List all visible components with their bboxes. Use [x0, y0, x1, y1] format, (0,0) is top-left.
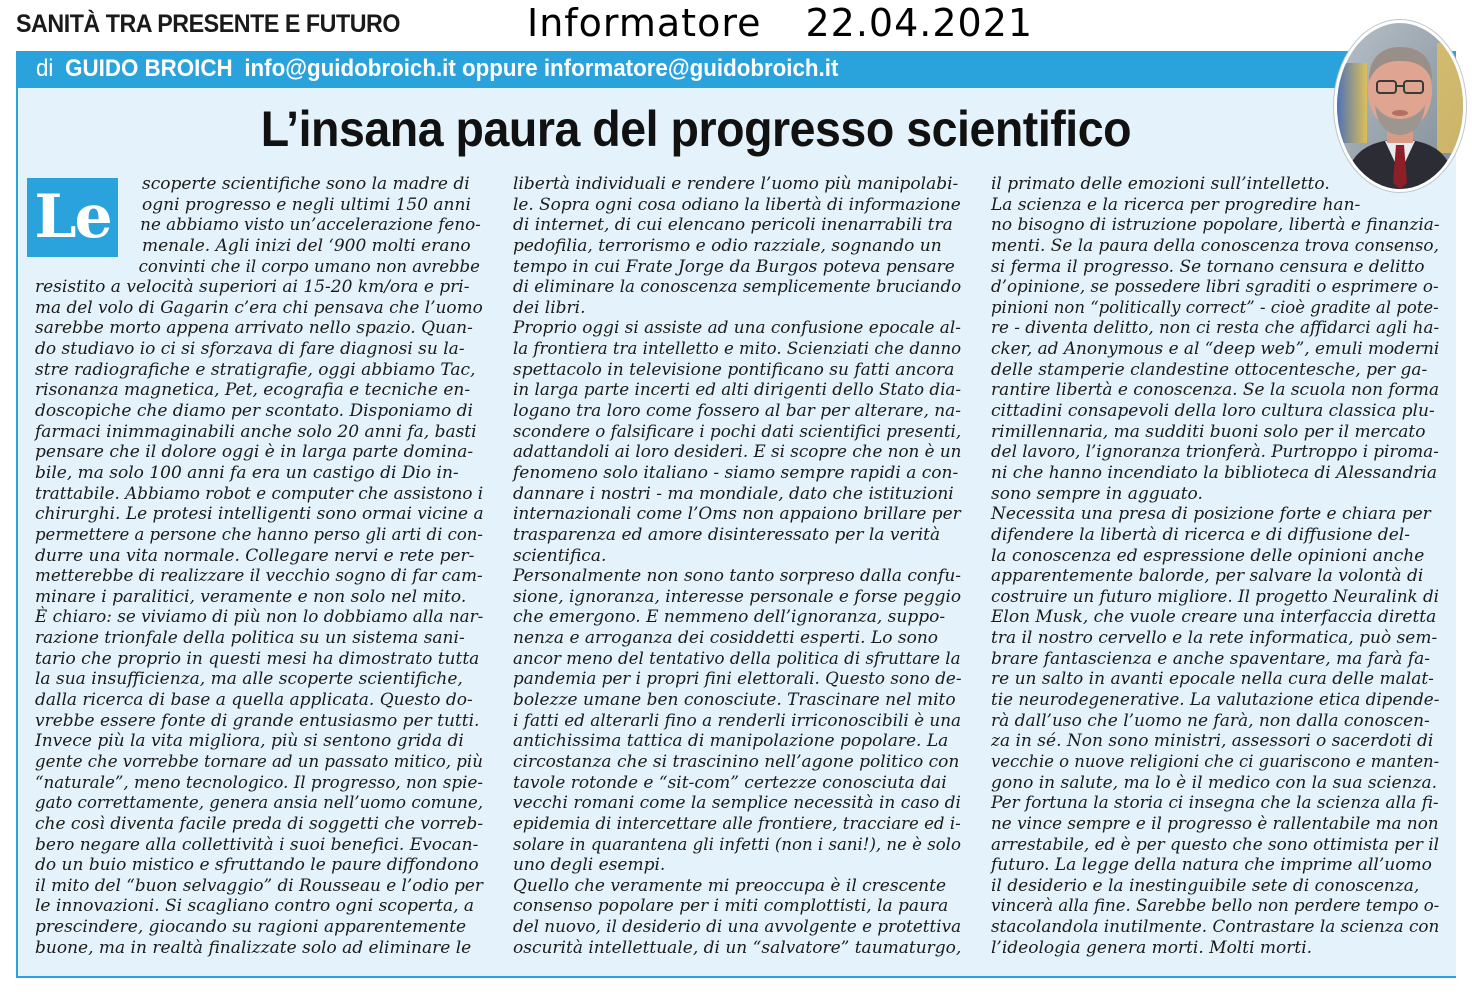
article-line: brare fantascienza e anche spaventare, ma farà fa- — [991, 648, 1430, 669]
article-line: scondere o falsificare i pochi dati scientifici presenti, — [513, 421, 962, 442]
article-line: vecchi romani come la semplice necessità in caso di — [513, 793, 961, 814]
article-line: logano tra loro come fossero al bar per alterare, na- — [513, 401, 962, 422]
article-line: tra il nostro cervello e la rete informatica, può sem- — [991, 628, 1438, 649]
article-line: za in sé. Non sono ministri, assessori o sacerdoti di — [991, 731, 1434, 752]
article-line: ancor meno del tentativo della politica di sfruttare la — [513, 648, 961, 669]
article-line: prescindere, giocando su ragioni apparentemente — [35, 917, 467, 938]
article-line: convinti che il corpo umano non avrebbe — [138, 256, 480, 277]
article-line: Invece più la vita migliora, più si sentono grida di — [35, 731, 464, 752]
article-column-3 — [991, 174, 1439, 958]
article-line: tavole rotonde e “sit-com” certezze conosciuta dai — [513, 772, 947, 793]
article-line: bolezze umane ben conosciute. Trascinare nel mito — [513, 690, 956, 711]
article-line: pandemia per i propri fini elettorali. Questo sono de- — [513, 669, 962, 690]
article-line: ne abbiamo visto un’accelerazione feno- — [140, 215, 481, 236]
article-line: ogni progresso e negli ultimi 150 anni — [142, 194, 471, 215]
article-line: Personalmente non sono tanto sorpreso dalla confu- — [513, 566, 961, 587]
article-headline — [0, 100, 1472, 158]
section-rubric: SANITÀ TRA PRESENTE E FUTURO — [16, 10, 400, 38]
article-line: rà dall’uso che l’uomo ne farà, non dalla conoscen- — [991, 710, 1430, 731]
article-line: ni che hanno incendiato la biblioteca di Alessandria — [991, 462, 1438, 483]
article-line: sione, ignoranza, interesse personale e forse peggio — [513, 586, 962, 607]
publication-stamp — [527, 1, 1033, 45]
article-line: nenza e arroganza dei cosiddetti esperti. Lo sono — [513, 628, 939, 649]
article-line: consenso popolare per i miti complottisti, la paura — [513, 896, 949, 917]
article-line: cittadini consapevoli della loro cultura classica plu- — [991, 401, 1435, 422]
article-line: difendere la libertà di ricerca e di diffusione del- — [991, 524, 1410, 545]
article-line: ne vince sempre e il progresso è rallentabile ma non — [991, 813, 1439, 834]
article-line: menale. Agli inizi del ‘900 molti erano — [142, 235, 471, 256]
article-line: chirurghi. Le protesi intelligenti sono ormai vicine a — [35, 504, 484, 525]
article-line: il primato delle emozioni sull’intelletto. — [991, 174, 1330, 194]
article-line: gente che vorrebbe tornare ad un passato mitico, più — [35, 751, 483, 772]
article-line: pinioni non “politically correct” - cioè gradite al pote- — [991, 297, 1439, 318]
article-line: menti. Se la paura della conoscenza trova consenso, — [991, 235, 1439, 256]
article-line: tie neurodegenerative. La valutazione etica dipende- — [991, 690, 1440, 711]
article-line: resistito a velocità superiori ai 15-20 km/ora e pri- — [35, 277, 470, 298]
article-line: razione trionfale della politica su un sistema sani- — [35, 628, 465, 649]
article-line: epidemia di intercettare alle frontiere, tracciare ed i- — [513, 813, 961, 834]
article-line: del lavoro, l’ignoranza trionferà. Purtroppo i piroma- — [991, 442, 1439, 463]
byline-prefix: di — [36, 55, 54, 82]
article-line: d’opinione, se possedere libri sgraditi o esprimere o- — [991, 277, 1439, 298]
byline-contacts: info@guidobroich.it oppure informatore@guidobroich.it — [244, 55, 839, 82]
article-line: gato correttamente, genera ansia nell’uomo comune, — [35, 793, 483, 814]
article-line: dei libri. — [513, 297, 586, 318]
article-line: solare in quarantena gli infetti (non i sani!), ne è solo — [513, 834, 961, 855]
article-line: apparentemente balorde, per salvare la volontà di — [991, 566, 1424, 587]
article-line: stre radiografiche e stratigrafie, oggi abbiamo Tac, — [35, 359, 476, 380]
article-line: vincerà alla fine. Sarebbe bello non perdere tempo o- — [991, 896, 1440, 917]
article-line: che così diventa facile preda di soggetti che vorreb- — [35, 813, 484, 834]
byline-bar — [16, 51, 1456, 88]
article-line: Necessita una presa di posizione forte e chiara per — [991, 504, 1431, 525]
article-line: oscurità intellettuale, di un “salvatore” taumaturgo, — [513, 937, 962, 958]
article-line: pedofilia, terrorismo e odio razziale, sognando un — [513, 235, 942, 256]
article-line: uno degli esempi. — [513, 855, 666, 876]
article-line: rimillennaria, ma sudditi buoni solo per il mercato — [991, 421, 1426, 442]
article-column-1 — [35, 174, 483, 958]
article-line: bero negare alla collettività i suoi benefici. Evocan- — [35, 834, 479, 855]
article-line: trasparenza ed amore disinteressato per la verità — [513, 524, 941, 545]
article-line: “naturale”, meno tecnologico. Il progresso, non spie- — [35, 772, 483, 793]
article-line: trattabile. Abbiamo robot e computer che assistono i — [35, 483, 484, 504]
article-line: la sua insufficienza, ma alle scoperte scientifiche, — [35, 669, 463, 690]
article-line: dalla ricerca di base a quella applicata. Questo do- — [35, 690, 473, 711]
article-line: La scienza e la ricerca per progredire han- — [991, 194, 1361, 215]
article-line: sarebbe morto appena arrivato nello spazio. Quan- — [35, 318, 473, 339]
article-line: spettacolo in televisione pontificano su fatti ancora — [513, 359, 955, 380]
article-line: risonanza magnetica, Pet, ecografia e tecniche en- — [35, 380, 471, 401]
article-line: minare i paralitici, veramente e non solo nel mito. — [35, 586, 467, 607]
article-line: cker, ad Anonymous e al “deep web”, emuli moderni — [991, 339, 1440, 360]
article-line: il desiderio e la inestinguibile sete di conoscenza, — [991, 875, 1420, 896]
drop-cap: Le — [27, 178, 118, 257]
article-line: futuro. La legge della natura che imprime all’uomo — [991, 855, 1432, 876]
article-line: bile, ma solo 100 anni fa era un castigo di Dio in- — [35, 462, 459, 483]
article-line: libertà individuali e rendere l’uomo più manipolabi- — [513, 174, 959, 194]
article-line: che emergono. E nemmeno dell’ignoranza, suppo- — [513, 607, 946, 628]
article-line: Per fortuna la storia ci insegna che la scienza alla fi- — [991, 793, 1439, 814]
article-line: dannare i nostri - ma mondiale, dato che istituzioni — [513, 483, 954, 504]
article-line: Proprio oggi si assiste ad una confusione epocale al- — [513, 318, 961, 339]
article-line: sono sempre in agguato. — [991, 483, 1203, 504]
article-line: circostanza che si trascinino nell’agone politico con — [513, 751, 960, 772]
article-line: di internet, di cui elencano pericoli inenarrabili tra — [513, 215, 953, 236]
article-line: pensare che il dolore oggi è in larga parte domina- — [35, 442, 474, 463]
article-line: delle stamperie clandestine ottocentesche, per ga- — [991, 359, 1428, 380]
article-line: metterebbe di realizzare il vecchio sogno di far cam- — [35, 566, 483, 587]
article-line: la conoscenza ed espressione delle opinioni anche — [991, 545, 1425, 566]
article-line: ma del volo di Gagarin c’era chi pensava che l’uomo — [35, 297, 483, 318]
article-line: stacolandola inutilmente. Contrastare la scienza con — [991, 917, 1440, 938]
article-line: in larga parte incerti ed alti dirigenti dello Stato dia- — [513, 380, 962, 401]
article-line: la frontiera tra intelletto e mito. Scienziati che danno — [513, 339, 962, 360]
article-line: rantire libertà e conoscenza. Se la scuola non forma — [991, 380, 1440, 401]
publication-name: Informatore — [527, 1, 762, 45]
byline-author: GUIDO BROICH — [65, 55, 233, 82]
article-line: doscopiche che diamo per scontato. Disponiamo di — [35, 401, 473, 422]
article-line: vrebbe essere fonte di grande entusiasmo per tutti. — [35, 710, 480, 731]
article-line: tario che proprio in questi mesi ha dimostrato tutta — [35, 648, 480, 669]
article-line: scientifica. — [513, 545, 607, 566]
article-line: tempo in cui Frate Jorge da Burgos poteva pensare — [513, 256, 955, 277]
article-line: Quello che veramente mi preoccupa è il crescente — [513, 875, 947, 896]
article-line: fenomeno solo italiano - siamo sempre rapidi a con- — [513, 462, 959, 483]
article-line: di eliminare la conoscenza semplicemente bruciando — [513, 277, 962, 298]
article-line: farmaci inimmaginabili anche solo 20 anni fa, basti — [35, 421, 477, 442]
article-line: re un salto in avanti epocale nella cura delle malat- — [991, 669, 1434, 690]
article-line: vecchie o nuove religioni che ci guariscono e manten- — [991, 751, 1440, 772]
article-line: del nuovo, il desiderio di una avvolgente e protettiva — [513, 917, 962, 938]
article-line: antichissima tattica di manipolazione popolare. La — [513, 731, 949, 752]
article-line: le innovazioni. Si scagliano contro ogni scoperta, a — [35, 896, 475, 917]
article-line: il mito del “buon selvaggio” di Rousseau e l’odio per — [35, 875, 483, 896]
article-line: costruire un futuro migliore. Il progetto Neuralink di — [991, 586, 1439, 607]
article-column-2 — [513, 174, 961, 958]
article-line: Elon Musk, che vuole creare una interfaccia diretta — [991, 607, 1437, 628]
article-line: i fatti ed alterarli fino a renderli irriconoscibili è una — [513, 710, 962, 731]
article-line: scoperte scientifiche sono la madre di — [142, 174, 470, 194]
article-line: È chiaro: se viviamo di più non lo dobbiamo alla nar- — [35, 607, 484, 628]
article-line: permettere a persone che hanno perso gli arti di con- — [35, 524, 483, 545]
article-line: adattandoli ai loro desideri. E si scopre che non è un — [513, 442, 962, 463]
article-line: do studiavo io ci si sforzava di fare diagnosi su la- — [35, 339, 465, 360]
publication-date: 22.04.2021 — [805, 1, 1034, 45]
article-line: internazionali come l’Oms non appaiono brillare per — [513, 504, 961, 525]
article-line: durre una vita normale. Collegare nervi e rete per- — [35, 545, 475, 566]
article-line: le. Sopra ogni cosa odiano la libertà di informazione — [513, 194, 961, 215]
headline-text: L’insana paura del progresso scientifico — [260, 101, 1132, 157]
article-line: buone, ma in realtà finalizzate solo ad eliminare le — [35, 937, 472, 958]
article-line: do un buio mistico e sfruttando le paure diffondono — [35, 855, 479, 876]
article-line: arrestabile, ed è per questo che sono ottimista per il — [991, 834, 1439, 855]
article-line: re - diventa delitto, non ci resta che affidarci agli ha- — [991, 318, 1440, 339]
article-line: gono in salute, ma lo è il medico con la sua scienza. — [991, 772, 1438, 793]
article-line: si ferma il progresso. Se tornano censura e delitto — [991, 256, 1425, 277]
article-line: no bisogno di istruzione popolare, libertà e finanzia- — [991, 215, 1440, 236]
article-line: l’ideologia genera morti. Molti morti. — [991, 937, 1313, 958]
